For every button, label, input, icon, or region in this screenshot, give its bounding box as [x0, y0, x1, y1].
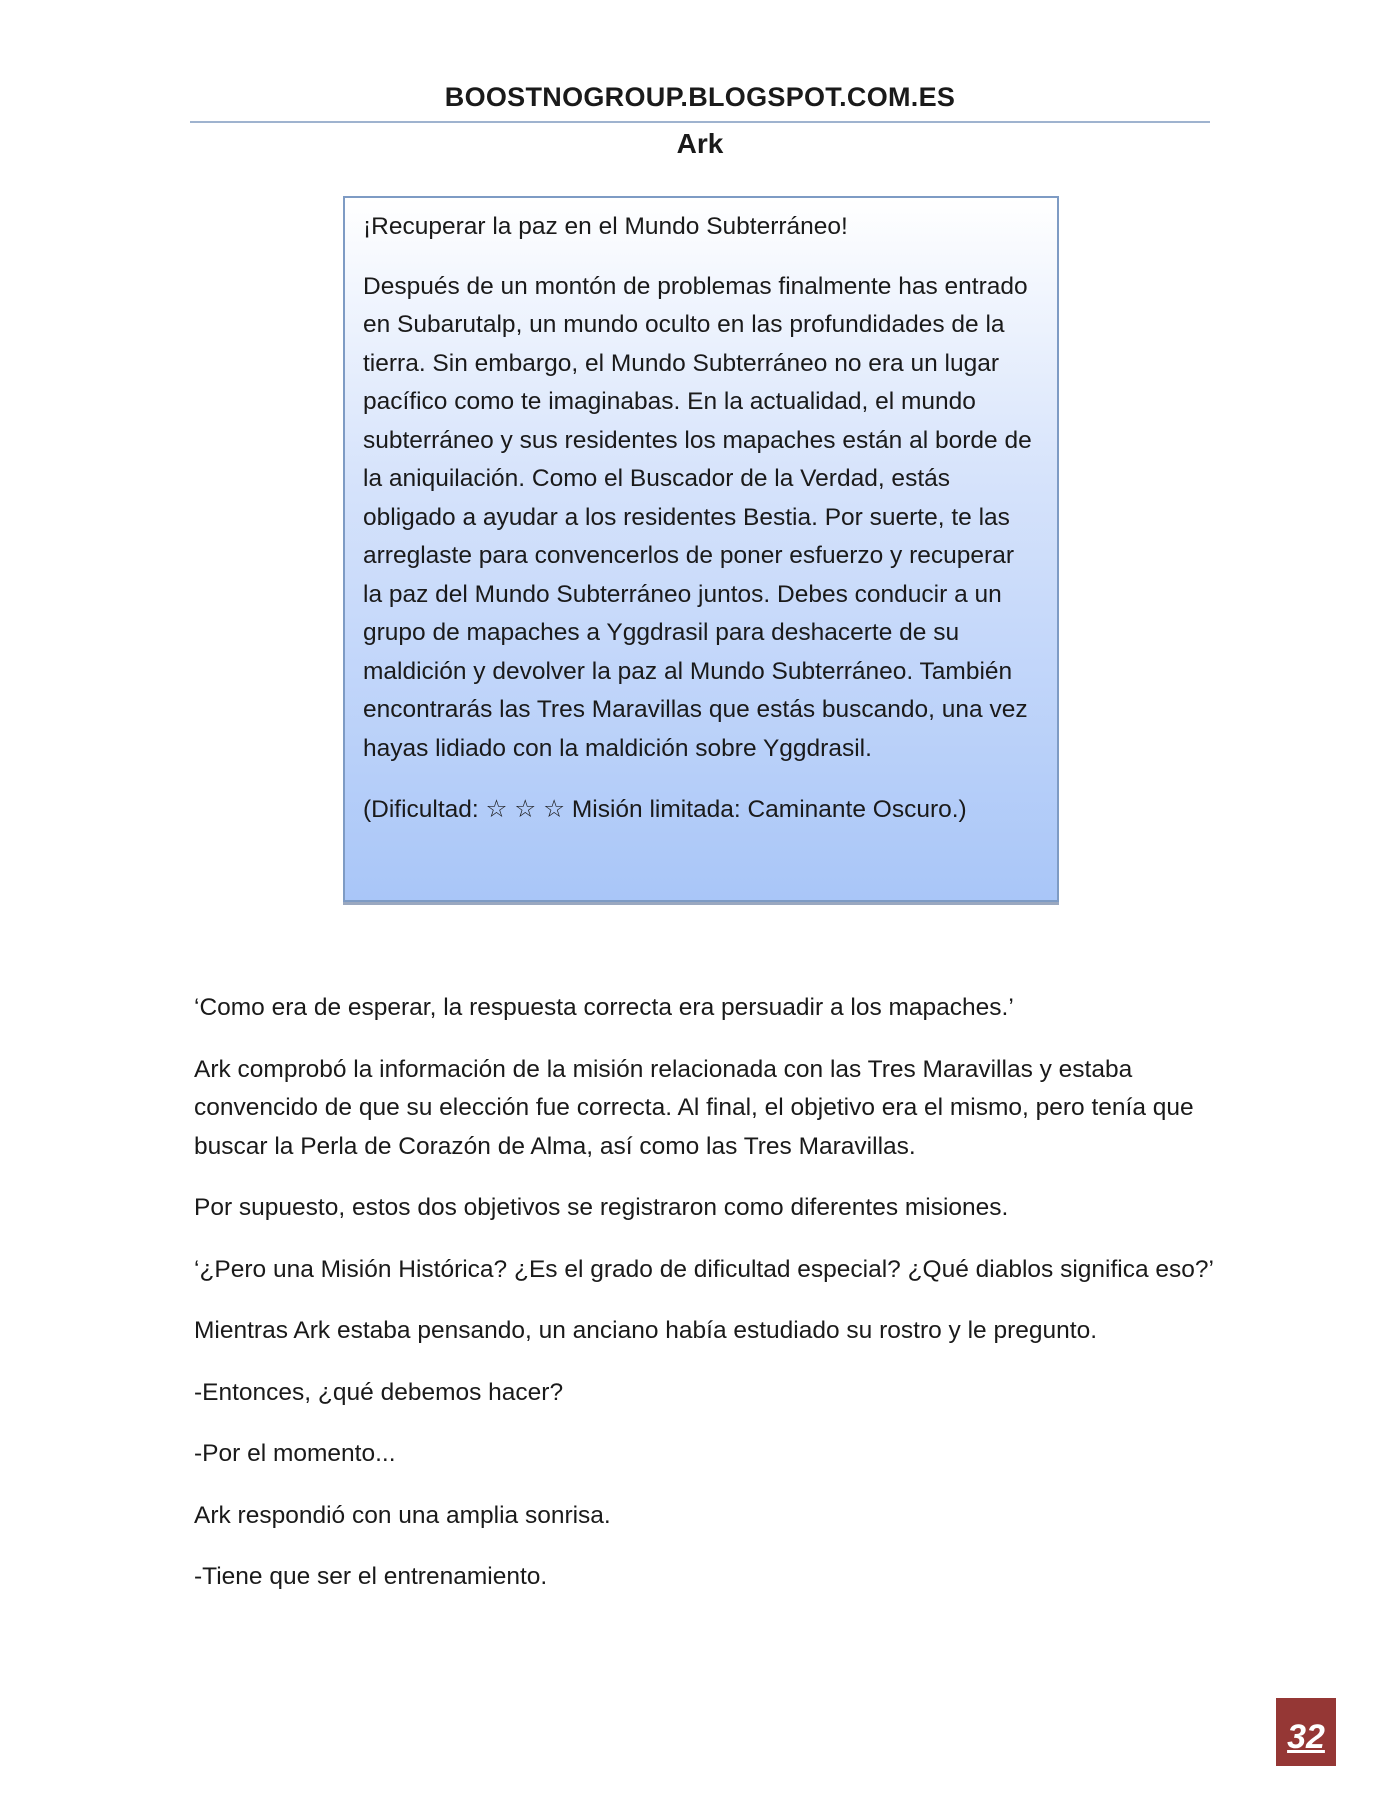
page-number-badge	[1276, 1698, 1336, 1766]
body-paragraph: Ark respondió con una amplia sonrisa.	[194, 1501, 611, 1529]
chapter-title: Ark	[676, 128, 724, 159]
body-paragraph: Por supuesto, estos dos objetivos se registraron como diferentes misiones.	[194, 1194, 1009, 1221]
body-paragraph: Mientras Ark estaba pensando, un anciano había estudiado su rostro y le pregunto.	[194, 1317, 1098, 1344]
quest-difficulty: (Dificultad: ☆ ☆ ☆ Misión limitada: Caminante Oscuro.)	[363, 796, 967, 823]
body-paragraph: -Entonces, ¿qué debemos hacer?	[194, 1378, 564, 1406]
quest-heading: ¡Recuperar la paz en el Mundo Subterráneo!	[363, 213, 848, 240]
quest-box	[343, 196, 1059, 902]
page-number: 32	[1287, 1718, 1325, 1756]
body-paragraph: ‘Como era de esperar, la respuesta correcta era persuadir a los mapaches.’	[194, 994, 1014, 1021]
body-paragraph: ‘¿Pero una Misión Histórica? ¿Es el grado de dificultad especial? ¿Qué diablos significa eso?’	[194, 1255, 1214, 1283]
site-header: BOOSTNOGROUP.BLOGSPOT.COM.ES	[444, 82, 956, 112]
body-paragraph: -Por el momento...	[194, 1440, 396, 1467]
header-divider	[190, 121, 1210, 123]
body-text	[194, 989, 1214, 1620]
quest-description: Después de un montón de problemas finalmente has entrado en Subarutalp, un mundo oculto en las profundidades de la tierra. Sin embargo, el Mundo Subterráneo no era un lugar pacífico como te imaginabas. En la actualidad, el mundo subterráneo y sus residentes los mapaches están al borde de la aniquilación. Como el Buscador de la Verdad, estás obligado a ayudar a los residentes Bestia. Por suerte, te las arreglaste para convencerlos de poner esfuerzo y recuperar la paz del Mundo Subterráneo juntos. Debes conducir a un grupo de mapaches a Yggdrasil para deshacerte de su maldición y devolver la paz al Mundo Subterráneo. También encontrarás las Tres Maravillas que estás buscando, una vez hayas lidiado con la maldición sobre Yggdrasil.	[363, 272, 1032, 762]
body-paragraph: Ark comprobó la información de la misión relacionada con las Tres Maravillas y estaba convencido de que su elección fue correcta. Al final, el objetivo era el mismo, pero tenía que buscar la Perla de Corazón de Alma, así como las Tres Maravillas.	[194, 1055, 1194, 1160]
body-paragraph: -Tiene que ser el entrenamiento.	[194, 1563, 548, 1590]
